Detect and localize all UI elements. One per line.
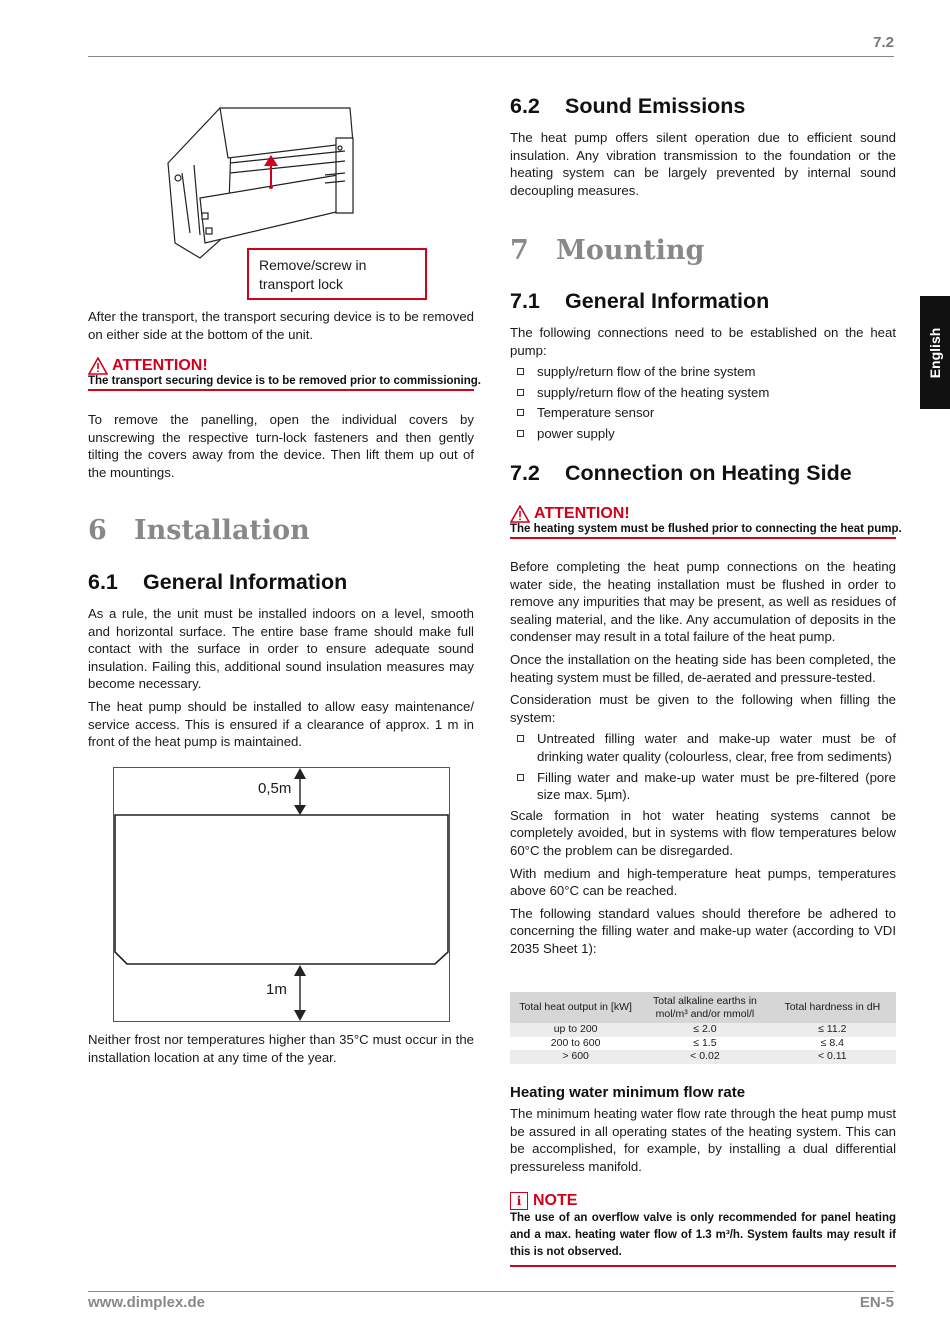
note-text: The use of an overflow valve is only recommended for panel heating and a max. heating water flow of 1.3 m³/h. System faults may result if this is not observed. (510, 1210, 896, 1267)
para-7-2-a: Before completing the heat pump connections on the heating water side, the heating installation must be flushed in order to remove any impurities that may be present, as well as residues of sealing material, and the like. Any accumulation of deposits in the condenser may result in a total failure of the heat pump. (510, 559, 896, 645)
filling-water-list (510, 730, 896, 803)
list-item: supply/return flow of the brine system (510, 363, 896, 381)
para-panelling: To remove the panelling, open the individual covers by unscrewing the respective turn-lock fasteners and then gently tilting the covers away from the device. Then lift them up out of the mountings. (88, 412, 474, 480)
note-box (510, 1192, 896, 1267)
para-7-2-c: Consideration must be given to the following when filling the system: (510, 692, 896, 725)
para-6-1-b: The heat pump should be installed to allow easy maintenance/ service access. This is ensured if a clearance of approx. 1 m in front of the heat pump is maintained. (88, 698, 474, 750)
attention-box-1 (88, 357, 481, 391)
list-item: Temperature sensor (510, 404, 896, 422)
para-7-2-d: Scale formation in hot water heating systems cannot be completely avoided, but in systems with flow temperatures below 60°C the problem can be disregarded. (510, 807, 896, 858)
table-row: up to 200 ≤ 2.0 ≤ 11.2 (510, 1023, 896, 1037)
header-rule (88, 56, 894, 57)
note-title: NOTE (533, 1192, 578, 1209)
connections-list (510, 363, 896, 442)
chapter-7-heading: 7 Mounting (510, 235, 705, 266)
para-transport: After the transport, the transport securing device is to be removed on either side at the bottom of the unit. (88, 309, 474, 342)
list-item: Filling water and make-up water must be pre-filtered (pore size max. 5µm). (510, 769, 896, 804)
attention-title: ATTENTION! (534, 505, 630, 522)
figure-callout: Remove/screw in transport lock (247, 248, 427, 300)
section-6-2-heading: 6.2 Sound Emissions (510, 94, 746, 118)
language-tab[interactable] (920, 296, 950, 409)
attention-box-2 (510, 505, 902, 539)
para-7-2-b: Once the installation on the heating side has been completed, the heating system must be filled, de-aerated and pressure-tested. (510, 651, 896, 685)
para-7-2-f: The following standard values should therefore be adhered to concerning the filling water and make-up water (according to VDI 2035 Sheet 1): (510, 905, 896, 956)
para-6-1-a: As a rule, the unit must be installed indoors on a level, smooth and horizontal surface. The entire base frame should make full contact with the surface in order to ensure adequate sound insulation. Failing this, additional sound insulation measures may become necessary. (88, 606, 474, 692)
warning-icon (88, 357, 108, 375)
transport-lock-illustration (160, 103, 360, 268)
flow-rate-subheading: Heating water minimum flow rate (510, 1084, 746, 1101)
list-item: Untreated filling water and make-up water must be of drinking water quality (colourless, clear, free from sediments) (510, 730, 896, 765)
section-7-2-heading: 7.2 Connection on Heating Side (510, 461, 852, 485)
para-7-2-e: With medium and high-temperature heat pumps, temperatures above 60°C can be reached. (510, 865, 896, 899)
table-header: Total heat output in [kW] (510, 992, 641, 1023)
table-row: 200 to 600 ≤ 1.5 ≤ 8.4 (550, 1036, 844, 1049)
footer-rule (88, 1291, 894, 1292)
attention-text: The transport securing device is to be removed prior to commissioning. (88, 375, 474, 391)
top-clearance-label: 0,5m (258, 780, 292, 797)
chapter-6-heading: 6 Installation (88, 515, 310, 546)
water-values-table (510, 992, 896, 1064)
language-tab-label: English (927, 327, 943, 378)
page-ref: 7.2 (873, 34, 894, 51)
table-header: Total hardness in dH (769, 992, 896, 1023)
footer-page-number: EN-5 (859, 1294, 894, 1311)
para-frost: Neither frost nor temperatures higher than 35°C must occur in the installation location at any time of the year. (88, 1032, 474, 1065)
table-row: > 600 < 0.02 < 0.11 (510, 1050, 896, 1064)
para-flow-rate: The minimum heating water flow rate through the heat pump must be assured in all operating states of the heating system. This can be accomplished, for example, by installing a dual differential pressureless manifold. (510, 1106, 896, 1174)
para-6-2: The heat pump offers silent operation due to efficient sound insulation. Any vibration transmission to the foundation or the heating system can be largely prevented by internal sound decoupling measures. (510, 130, 896, 198)
warning-icon (510, 505, 530, 523)
attention-text: The heating system must be flushed prior to connecting the heat pump. (510, 523, 896, 539)
table-header: Total alkaline earths in mol/m³ and/or mmol/l (641, 992, 768, 1023)
attention-title: ATTENTION! (112, 357, 208, 374)
list-item: power supply (510, 425, 896, 443)
section-6-1-heading: 6.1 General Information (88, 570, 348, 594)
info-icon: i (510, 1192, 528, 1210)
list-item: supply/return flow of the heating system (510, 384, 896, 402)
section-7-1-heading: 7.1 General Information (510, 289, 770, 313)
front-clearance-label: 1m (266, 981, 287, 998)
para-7-1: The following connections need to be established on the heat pump: (510, 325, 896, 358)
footer-website[interactable]: www.dimplex.de (88, 1294, 205, 1311)
